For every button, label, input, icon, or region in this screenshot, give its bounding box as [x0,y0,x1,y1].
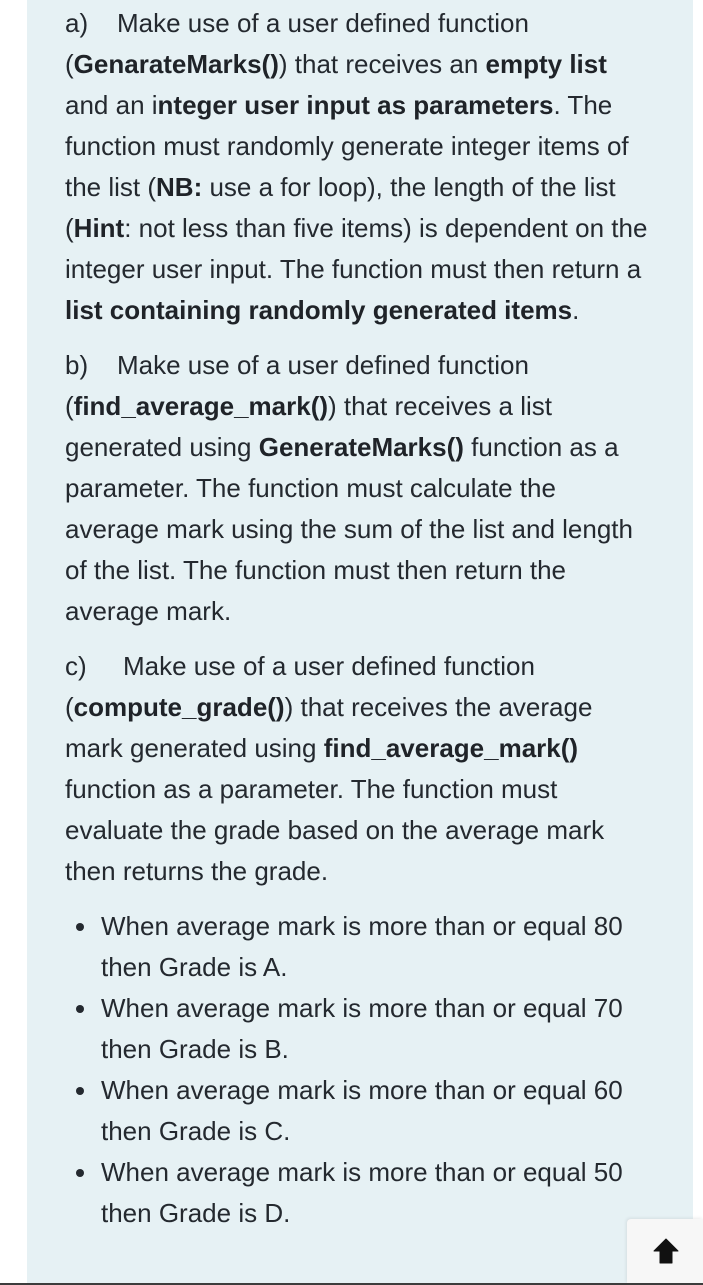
section-a-bold-nb: NB: [156,172,203,202]
section-c-text-2: ) that receives the average mark generated using [65,692,593,763]
bullet-text: When average mark is more than or equal 80 then Grade is A. [101,911,623,982]
section-a-bold-hint: Hint [73,213,125,243]
section-c-text-3: function as a parameter. The function must evaluate the grade based on the average mark then returns the grade. [65,774,605,886]
bullet-dot-icon [76,1005,84,1013]
section-b-text-1: Make use of a user defined function ( [65,350,529,421]
section-c [65,646,655,892]
bullet-dot-icon [76,1087,84,1095]
list-item [65,1152,655,1234]
bullet-dot-icon [76,1169,84,1177]
arrow-up-icon [652,1237,680,1265]
section-a-bold-empty-list: empty list [485,49,607,79]
section-a-label: a) [65,8,89,38]
list-item [65,906,655,988]
bullet-text: When average mark is more than or equal 70 then Grade is B. [101,993,623,1064]
question-content [65,3,655,1234]
grade-bullet-list [65,906,655,1234]
section-a-text-3: and an i [65,90,158,120]
section-a-text-6: : not less than five items) is dependent on the integer user input. The function must then return a [65,213,648,284]
section-a-text-7: . [572,295,580,325]
bullet-text: When average mark is more than or equal 50 then Grade is D. [101,1157,623,1228]
list-item [65,988,655,1070]
section-c-text-1: Make use of a user defined function ( [65,651,535,722]
section-a-text-1: Make use of a user defined function ( [65,8,529,79]
section-b-label: b) [65,350,89,380]
section-a-text-5: use a for loop), the length of the list ( [65,172,616,243]
list-item [65,1070,655,1152]
section-a-text-2: ) that receives an [278,49,486,79]
section-b-function-name: find_average_mark() [73,391,329,421]
section-b [65,345,655,632]
section-a [65,3,655,331]
section-c-function-name: compute_grade() [73,692,285,722]
section-b-text-2: ) that receives a list generated using [65,391,552,462]
section-b-bold-generatemarks: GenerateMarks() [258,432,464,462]
section-a-bold-parameters: nteger user input as parameters [157,90,554,120]
section-a-text-4: . The function must randomly generate integer items of the list ( [65,90,629,202]
section-b-text-3: function as a parameter. The function must calculate the average mark using the sum of the list and length of the list. The function must then return the average mark. [65,432,633,626]
section-a-function-name: GenarateMarks() [73,49,279,79]
bullet-text: When average mark is more than or equal 60 then Grade is C. [101,1075,623,1146]
scroll-to-top-button[interactable] [627,1219,703,1283]
section-c-label: c) [65,651,87,681]
section-a-bold-return: list containing randomly generated items [65,295,573,325]
section-c-bold-find-average: find_average_mark() [323,733,579,763]
bullet-dot-icon [76,923,84,931]
